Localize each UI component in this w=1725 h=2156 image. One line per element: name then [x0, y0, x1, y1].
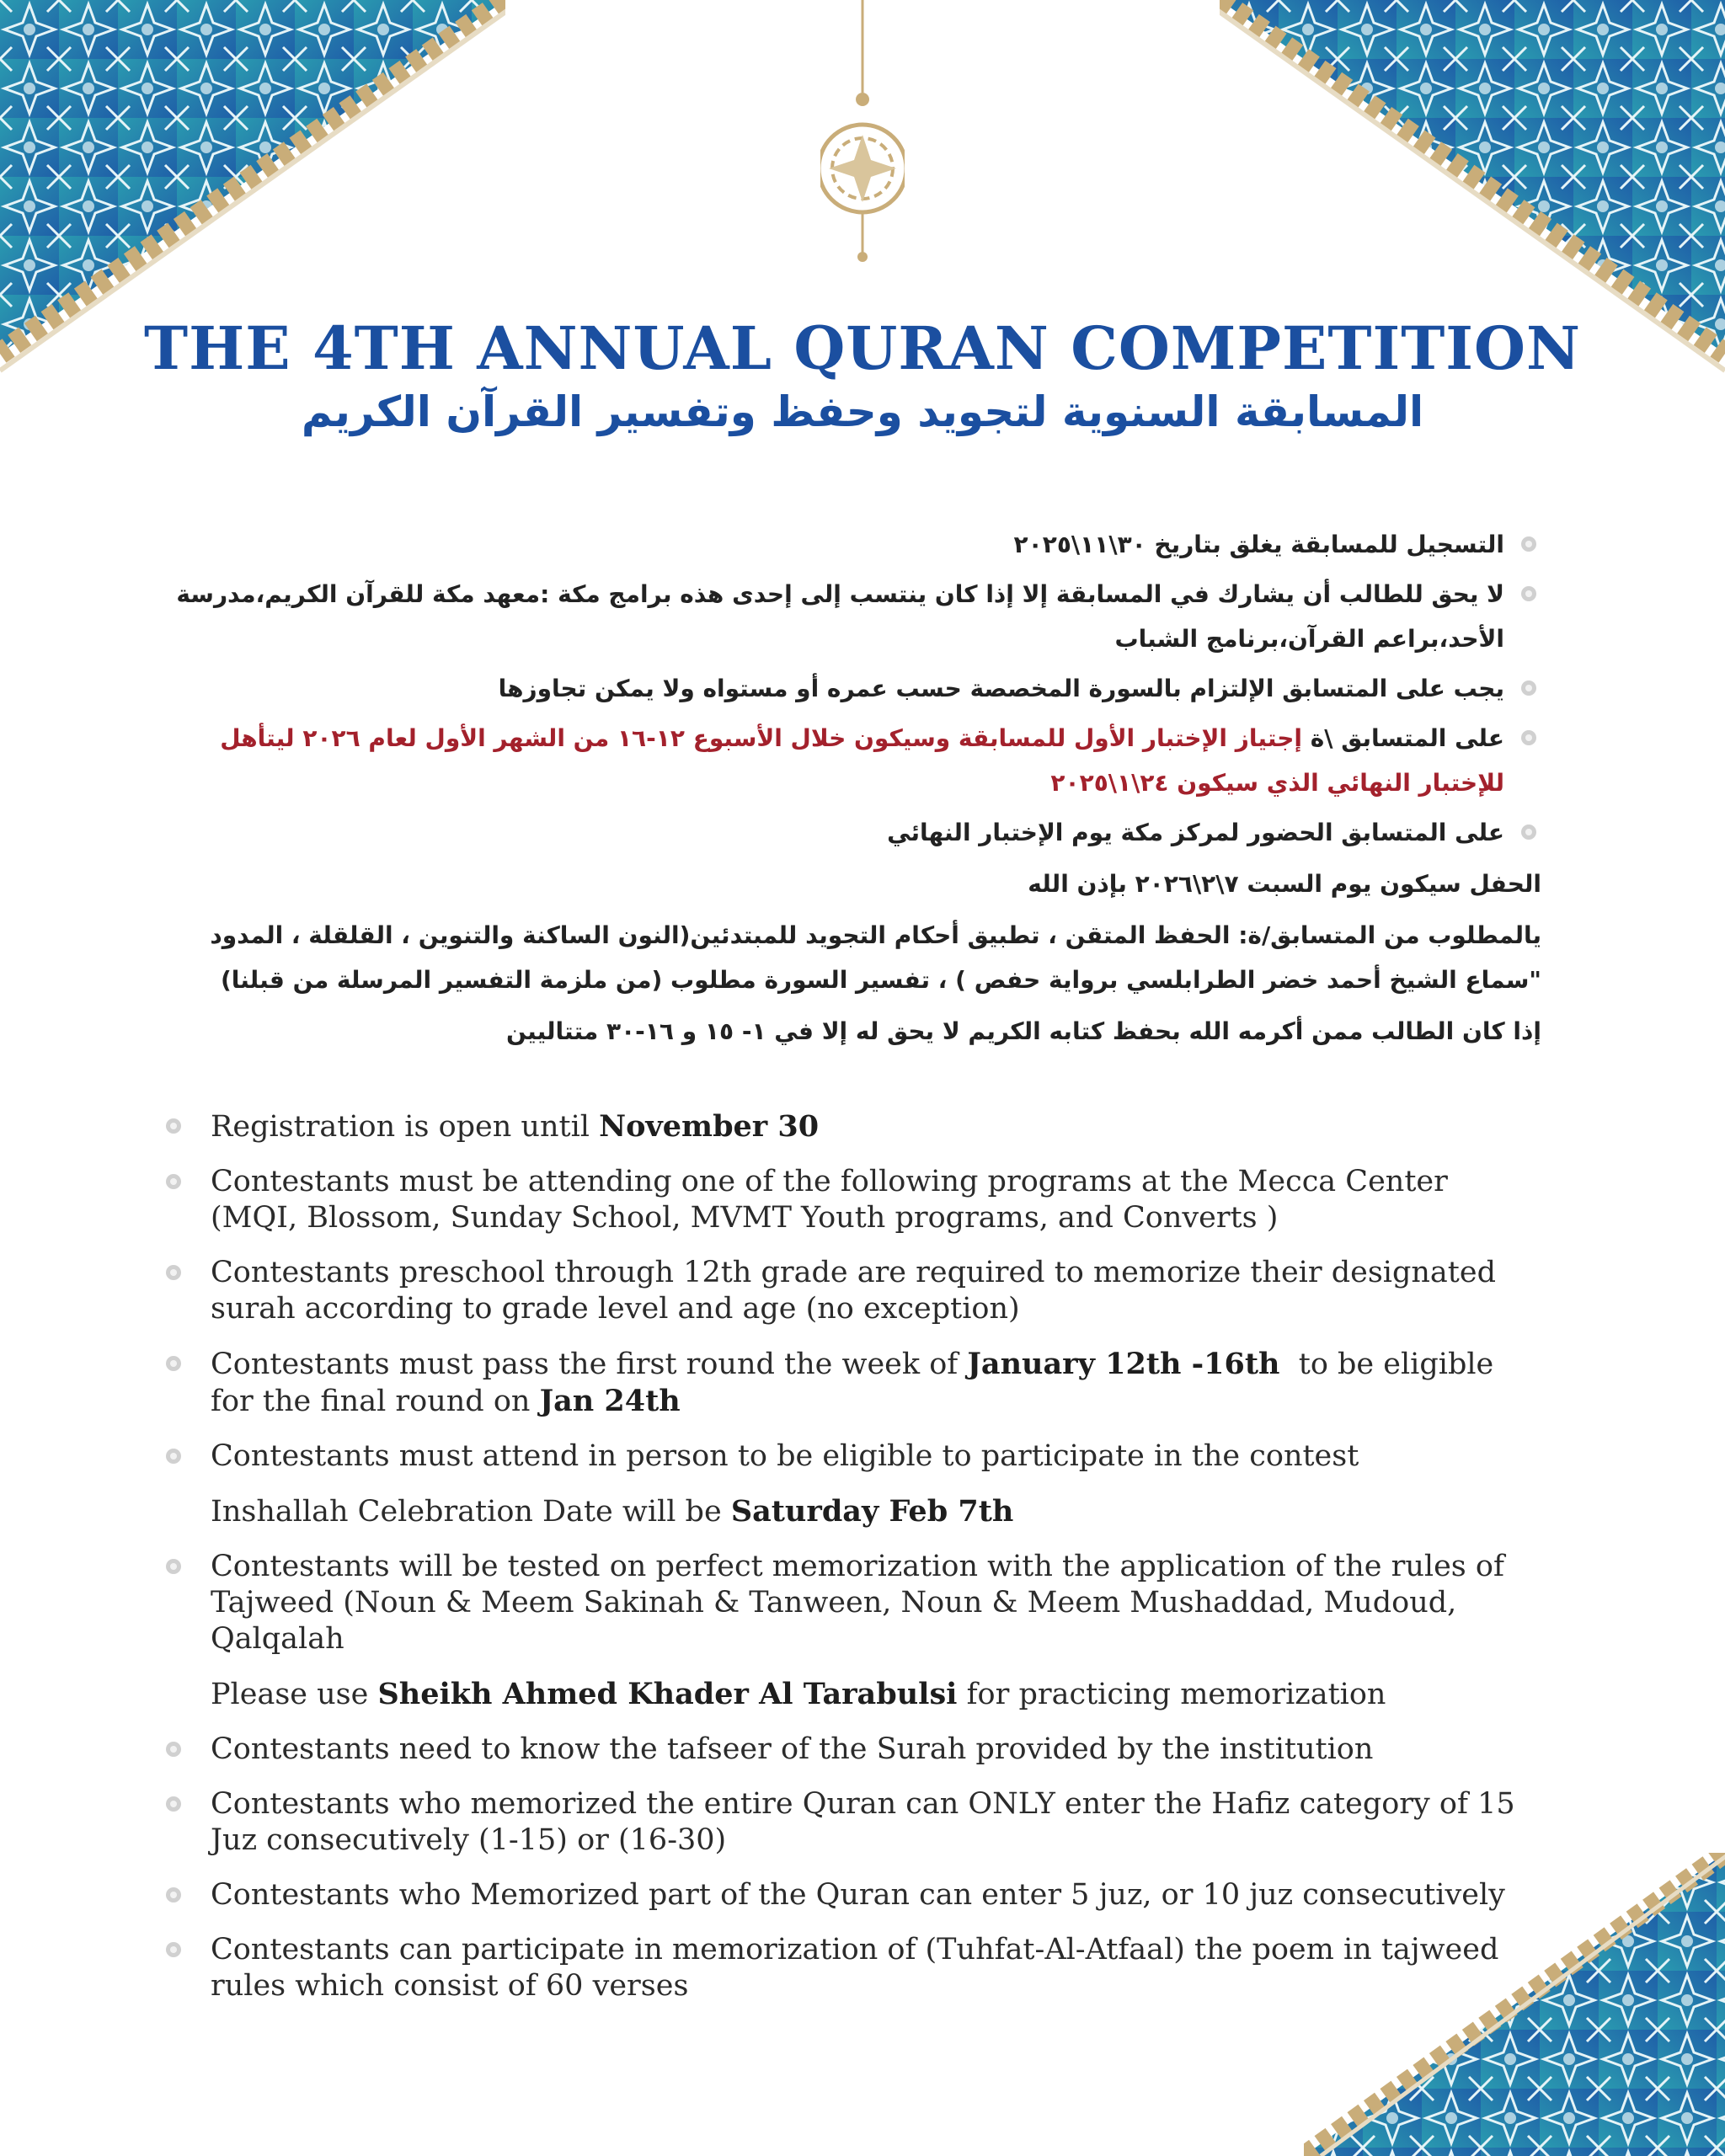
rule-text: Contestants must attend in person to be eligible to participate in the contest: [211, 1439, 1359, 1473]
rule-text: Contestants will be tested on perfect memorization with the application of the rules of Tajweed (Noun & Meem Sakinah & Tanween, Noun & Meem Mushaddad, Mudoud, Qalqalah: [211, 1550, 1504, 1656]
arabic-rule-item: [160, 666, 1541, 711]
rule-emphasis: Jan 24th: [539, 1384, 681, 1418]
note-emphasis: Saturday Feb 7th: [730, 1494, 1014, 1529]
rule-text: to be eligible for the final round on: [211, 1348, 1503, 1418]
arabic-rule-item: [160, 810, 1541, 855]
arabic-rule-text: على المتسابق الحضور لمركز مكة يوم الإختبار النهائي: [887, 819, 1504, 846]
rule-emphasis: November 30: [599, 1109, 820, 1144]
english-rule-item: [160, 1255, 1541, 1327]
rule-text: Contestants must be attending one of the following programs at the Mecca Center (MQI, Blossom, Sunday School, MVMT Youth programs, and Converts ): [211, 1165, 1448, 1235]
arabic-note: إذا كان الطالب ممن أكرمه الله بحفظ كتابه الكريم لا يحق له إلا في ١- ١٥ و ١٦-٣٠ متتاليين: [505, 1017, 1541, 1045]
arabic-rule-text: على المتسابق \ة: [1302, 724, 1504, 752]
english-rule-item: [160, 1877, 1541, 1913]
bullet-icon: [1519, 728, 1538, 747]
bullet-icon: [164, 1940, 183, 1959]
bullet-icon: [1519, 823, 1538, 841]
bullet-icon: [164, 1354, 183, 1373]
bullet-icon: [164, 1447, 183, 1465]
bullet-icon: [1519, 584, 1538, 603]
arabic-rule-item: [160, 522, 1541, 567]
bullet-icon: [1519, 679, 1538, 697]
bullet-icon: [164, 1795, 183, 1813]
page-title: THE 4TH ANNUAL QURAN COMPETITION: [144, 313, 1581, 383]
arabic-rule-item: [160, 572, 1541, 661]
note-text: Please use: [211, 1678, 378, 1711]
english-rule-item: [160, 1346, 1541, 1420]
english-note: [160, 1493, 1541, 1530]
arabic-rule-highlight: إجتياز الإختبار الأول للمسابقة وسيكون خلال الأسبوع ١٢-١٦ من الشهر الأول لعام ٢٠٢٦ ليتأهل للإختبار النهائي الذي سيكون ٢٤\١\٢٠٢٥: [220, 724, 1504, 797]
arabic-rule-item: [160, 716, 1541, 805]
arabic-rule-text: يجب على المتسابق الإلتزام بالسورة المخصصة حسب عمره أو مستواه ولا يمكن تجاوزها: [498, 675, 1504, 702]
english-rule-item: [160, 1786, 1541, 1859]
rule-text: Contestants who memorized the entire Quran can ONLY enter the Hafiz category of 15 Juz consecutively (1-15) or (16-30): [211, 1787, 1515, 1857]
rule-emphasis: January 12th -16th: [967, 1347, 1280, 1381]
english-rules-list: [160, 1108, 1541, 2023]
hanging-lantern-ornament: [820, 0, 905, 270]
english-note: [160, 1676, 1541, 1713]
note-emphasis: Sheikh Ahmed Khader Al Tarabulsi: [377, 1677, 958, 1711]
rule-text: Contestants can participate in memorization of (Tuhfat-Al-Atfaal) the poem in tajweed rules which consist of 60 verses: [211, 1933, 1499, 2003]
english-rule-item: [160, 1732, 1541, 1768]
bullet-icon: [1519, 535, 1538, 553]
bullet-icon: [164, 1557, 183, 1576]
rule-text: Contestants who Memorized part of the Quran can enter 5 juz, or 10 juz consecutively: [211, 1878, 1505, 1912]
rule-text: Contestants preschool through 12th grade are required to memorize their designated surah according to grade level and age (no exception): [211, 1256, 1496, 1326]
bullet-icon: [164, 1172, 183, 1191]
arabic-rule-text: التسجيل للمسابقة يغلق بتاريخ ٣٠\١١\٢٠٢٥: [1013, 531, 1504, 558]
arabic-note: الحفل سيكون يوم السبت ٧\٢\٢٠٢٦ بإذن الله: [1028, 870, 1541, 898]
rule-text: Contestants need to know the tafseer of the Surah provided by the institution: [211, 1732, 1374, 1766]
rule-text: Registration is open until: [211, 1110, 600, 1144]
english-rule-item: [160, 1164, 1541, 1236]
english-rule-item: [160, 1549, 1541, 1657]
bullet-icon: [164, 1117, 183, 1135]
arabic-rules-list: [160, 522, 1541, 1060]
page-title-arabic: المسابقة السنوية لتجويد وحفظ وتفسير القرآن الكريم: [301, 387, 1424, 436]
arabic-note: يالمطلوب من المتسابق/ة: الحفظ المتقن ، تطبيق أحكام التجويد للمبتدئين(النون الساكنة والتنوين ، القلقلة ، المدود "سماع الشيخ أحمد خضر الطرابلسي برواية حفص ) ، تفسير السورة مطلوب (من ملزمة التفسير المرسلة من قبلنا): [210, 921, 1541, 994]
english-rule-item: [160, 1108, 1541, 1145]
english-rule-item: [160, 1438, 1541, 1475]
rule-text: Contestants must pass the first round the week of: [211, 1348, 968, 1381]
english-rule-item: [160, 1932, 1541, 2004]
bullet-icon: [164, 1886, 183, 1904]
note-text: for practicing memorization: [957, 1678, 1386, 1711]
bullet-icon: [164, 1740, 183, 1758]
bullet-icon: [164, 1263, 183, 1282]
note-text: Inshallah Celebration Date will be: [211, 1495, 731, 1529]
arabic-rule-text: لا يحق للطالب أن يشارك في المسابقة إلا إذا كان ينتسب إلى إحدى هذه برامج مكة :معهد مكة للقرآن الكريم،مدرسة الأحد،براعم القرآن،برنامج الشباب: [176, 580, 1504, 653]
